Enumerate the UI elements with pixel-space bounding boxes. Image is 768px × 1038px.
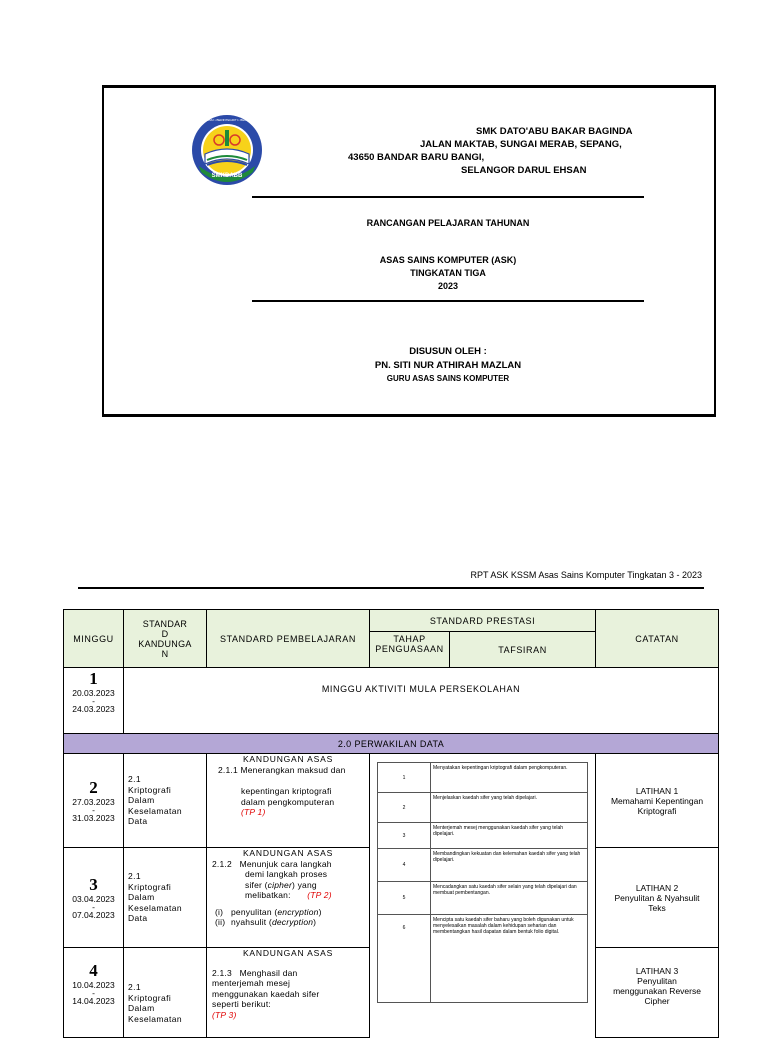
week-number: 1 — [89, 669, 98, 688]
catatan-line: Penyulitan & Nyahsulit — [614, 892, 700, 903]
week-date-end: 14.04.2023 — [72, 996, 115, 1006]
pem-title: KANDUNGAN ASAS — [242, 848, 334, 858]
prestasi-desc: Menyatakan kepentingan kriptografi dalam pengkomputeran. — [431, 763, 588, 793]
week-date-end: 31.03.2023 — [72, 812, 115, 823]
catatan-cell — [596, 754, 719, 848]
header-standard-kandungan: STANDAR D KANDUNGA N — [124, 610, 207, 668]
week-4-cell — [64, 948, 124, 1038]
week-date-end: 07.04.2023 — [72, 909, 115, 920]
prestasi-desc: Membandingkan kekuatan dan kelemahan kaedah sifer yang telah dipelajari. — [431, 849, 588, 882]
week-date-start: 27.03.2023 — [72, 796, 115, 807]
prestasi-level: 5 — [378, 882, 431, 915]
tp-label: (TP 2) — [307, 890, 332, 900]
address-line-3: SELANGOR DARUL EHSAN — [461, 165, 587, 176]
prestasi-level: 6 — [378, 915, 431, 1003]
week-date-sep: - — [92, 988, 95, 998]
section-title: 2.0 PERWAKILAN DATA — [64, 734, 719, 754]
header-tahap-penguasaan: TAHAP PENGUASAAN — [370, 632, 450, 668]
header-rule — [78, 587, 704, 589]
catatan-line: Memahami Kepentingan — [610, 795, 704, 806]
prestasi-cell — [370, 754, 596, 1038]
prestasi-desc: Menjelaskan kaedah sifer yang telah dipelajari. — [431, 793, 588, 823]
week-date-end: 24.03.2023 — [72, 704, 115, 714]
pem-item: (i) penyulitan (encryption) — [215, 906, 322, 917]
address-line-2: 43650 BANDAR BARU BANGI, — [348, 152, 485, 163]
catatan-line: LATIHAN 1 — [635, 785, 679, 796]
week-date-sep: - — [92, 696, 95, 706]
standard-pembelajaran-cell — [207, 848, 370, 948]
week-2-cell — [64, 754, 124, 848]
form-title: TINGKATAN TIGA — [410, 268, 486, 278]
catatan-cell — [596, 848, 719, 948]
pem-line: dalam pengkomputeran — [241, 796, 335, 807]
pem-item: (ii) nyahsulit (decryption) — [215, 917, 317, 927]
standard-pembelajaran-cell — [207, 948, 370, 1038]
prestasi-desc: Mencadangkan satu kaedah sifer selain yang telah dipelajari dan membuat pembentangan. — [431, 882, 588, 915]
prestasi-desc: Mencipta satu kaedah sifer baharu yang boleh digunakan untuk menyelesaikan masalah dalam kehidupan seharian dan membentangkan hasil dapatan dalam bentuk folio digital. — [431, 915, 588, 1003]
pem-line: 2.1.2 Menunjuk cara langkah — [212, 858, 332, 869]
prestasi-level: 4 — [378, 849, 431, 882]
week-number: 3 — [89, 874, 98, 894]
pem-line: seperti berikut: — [212, 999, 271, 1009]
catatan-cell — [596, 948, 719, 1038]
week-1-cell — [64, 668, 124, 734]
rpt-header: RPT ASK KSSM Asas Sains Komputer Tingkatan 3 - 2023 — [470, 570, 702, 580]
catatan-line: menggunakan Reverse — [613, 986, 701, 996]
prestasi-desc: Menterjemah mesej menggunakan kaedah sifer yang telah dipelajari. — [431, 823, 588, 849]
year-title: 2023 — [437, 281, 459, 291]
divider-top — [252, 196, 644, 198]
logo-motto: BERILMU • BERINTEGRITI • BERJAYA — [200, 118, 254, 122]
teacher-name: PN. SITI NUR ATHIRAH MAZLAN — [374, 360, 522, 371]
subject-title: ASAS SAINS KOMPUTER (ASK) — [379, 255, 517, 265]
prestasi-row — [378, 823, 588, 849]
prestasi-row — [378, 915, 588, 1003]
prestasi-row — [378, 849, 588, 882]
standard-kandungan-cell: 2.1 Kriptografi Dalam Keselamatan — [124, 948, 207, 1038]
catatan-line: Penyulitan — [637, 976, 677, 986]
pem-line: demi langkah proses — [245, 869, 328, 879]
header-minggu: MINGGU — [64, 610, 124, 668]
prestasi-level: 2 — [378, 793, 431, 823]
header-standard-prestasi: STANDARD PRESTASI — [370, 610, 596, 632]
pem-title: KANDUNGAN ASAS — [242, 754, 334, 764]
week-date-sep: - — [92, 804, 95, 815]
week-3-cell — [64, 848, 124, 948]
week-date-start: 10.04.2023 — [72, 980, 115, 990]
logo-name: SMKDABB — [211, 173, 243, 179]
pem-line: melibatkan: (TP 2) — [245, 890, 332, 900]
catatan-line: LATIHAN 2 — [635, 882, 679, 893]
catatan-line: Cipher — [644, 996, 670, 1006]
table-row — [64, 754, 719, 848]
prestasi-mini-table — [377, 762, 588, 1003]
rpt-table — [63, 609, 719, 1038]
week-number: 4 — [89, 961, 98, 980]
header-standard-pembelajaran: STANDARD PEMBELAJARAN — [207, 610, 370, 668]
standard-pembelajaran-cell — [207, 754, 370, 848]
catatan-line: Teks — [648, 902, 666, 913]
pem-line: 2.1.3 Menghasil dan — [212, 967, 298, 978]
pem-line: menterjemah mesej — [212, 978, 291, 988]
cover-box — [102, 85, 716, 417]
prestasi-level: 1 — [378, 763, 431, 793]
week-1-activity: MINGGU AKTIVITI MULA PERSEKOLAHAN — [124, 668, 719, 734]
pem-title: KANDUNGAN ASAS — [242, 948, 334, 958]
address-line-1: JALAN MAKTAB, SUNGAI MERAB, SEPANG, — [420, 139, 622, 150]
header-tafsiran: TAFSIRAN — [450, 632, 596, 668]
divider-bottom — [252, 300, 644, 302]
tp-label: (TP 3) — [212, 1009, 237, 1020]
plan-title: RANCANGAN PELAJARAN TAHUNAN — [366, 218, 530, 228]
table-row — [64, 734, 719, 754]
pem-line: sifer (cipher) yang — [245, 879, 317, 890]
week-date-start: 20.03.2023 — [72, 688, 115, 698]
week-date-sep: - — [92, 901, 95, 912]
standard-kandungan-cell: 2.1 Kriptografi Dalam Keselamatan Data — [124, 754, 207, 848]
school-name: SMK DATO'ABU BAKAR BAGINDA — [476, 126, 633, 137]
table-row — [64, 668, 719, 734]
week-date-start: 03.04.2023 — [72, 893, 115, 904]
prestasi-row — [378, 882, 588, 915]
standard-kandungan-cell: 2.1 Kriptografi Dalam Keselamatan Data — [124, 848, 207, 948]
header-catatan: CATATAN — [596, 610, 719, 668]
prestasi-row — [378, 763, 588, 793]
catatan-line: Kriptografi — [637, 805, 677, 816]
pem-line: menggunakan kaedah sifer — [212, 988, 320, 999]
catatan-line: LATIHAN 3 — [635, 966, 679, 976]
teacher-role: GURU ASAS SAINS KOMPUTER — [386, 374, 510, 383]
prepared-by-label: DISUSUN OLEH : — [409, 346, 487, 357]
pem-line: 2.1.1 Menerangkan maksud dan — [218, 764, 346, 775]
prestasi-level: 3 — [378, 823, 431, 849]
pem-line: kepentingan kriptografi — [241, 786, 332, 796]
tp-label: (TP 1) — [241, 807, 266, 817]
prestasi-row — [378, 793, 588, 823]
week-number: 2 — [89, 777, 98, 797]
